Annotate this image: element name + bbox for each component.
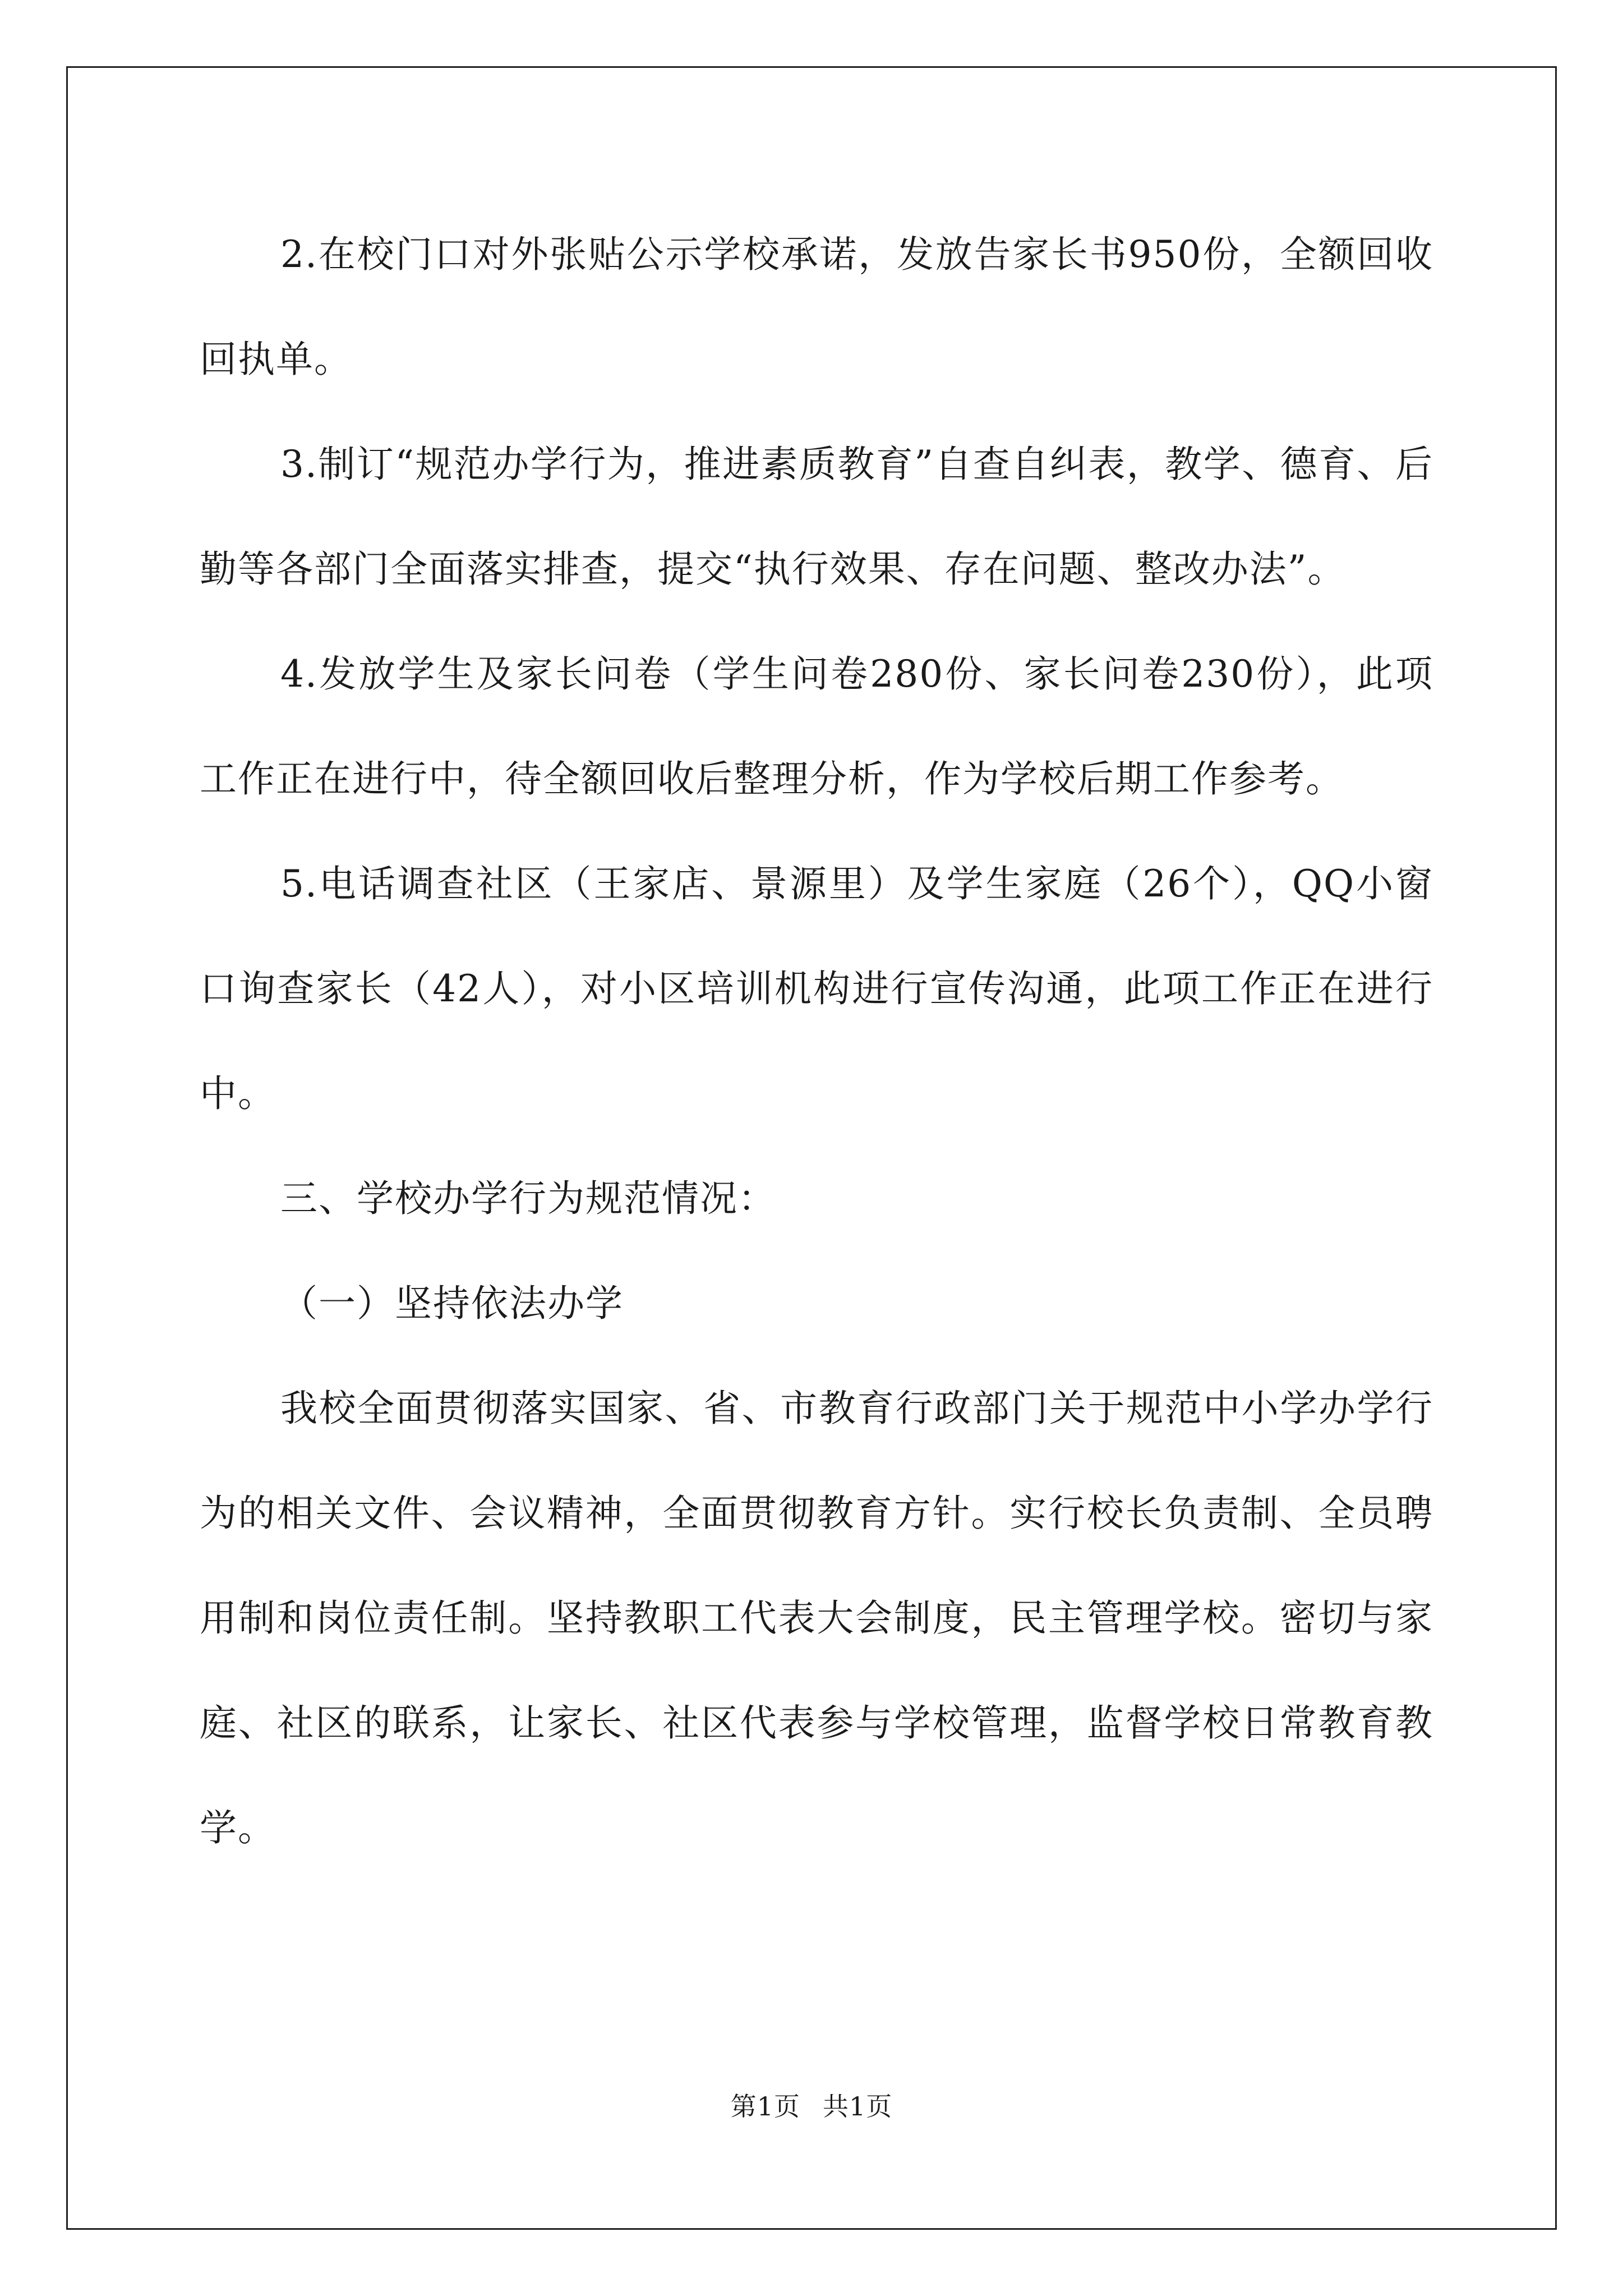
section-heading: 三、学校办学行为规范情况： xyxy=(280,1177,776,1220)
document-body xyxy=(200,202,1433,1880)
page-footer xyxy=(0,2090,1623,2123)
page-total: 共1页 xyxy=(823,2091,893,2122)
page-number: 第1页 xyxy=(730,2091,800,2122)
paragraph-item-3: 3.制订“规范办学行为，推进素质教育”自查自纠表，教学、德育、后勤等各部门全面落实排查，提交“执行效果、存在问题、整改办法”。 xyxy=(200,443,1433,591)
body-paragraph: 我校全面贯彻落实国家、省、市教育行政部门关于规范中小学办学行为的相关文件、会议精神，全面贯彻教育方针。实行校长负责制、全员聘用制和岗位责任制。坚持教职工代表大会制度，民主管理学校。密切与家庭、社区的联系，让家长、社区代表参与学校管理，监督学校日常教育教学。 xyxy=(200,1387,1433,1849)
subsection-heading: （一）坚持依法办学 xyxy=(280,1282,624,1325)
paragraph-item-4: 4.发放学生及家长问卷（学生问卷280份、家长问卷230份），此项工作正在进行中，待全额回收后整理分析，作为学校后期工作参考。 xyxy=(200,652,1433,800)
paragraph-item-2: 2.在校门口对外张贴公示学校承诺，发放告家长书950份，全额回收回执单。 xyxy=(200,233,1433,381)
paragraph-item-5: 5.电话调查社区（王家店、景源里）及学生家庭（26个），QQ小窗口询查家长（42人），对小区培训机构进行宣传沟通，此项工作正在进行中。 xyxy=(200,862,1433,1115)
